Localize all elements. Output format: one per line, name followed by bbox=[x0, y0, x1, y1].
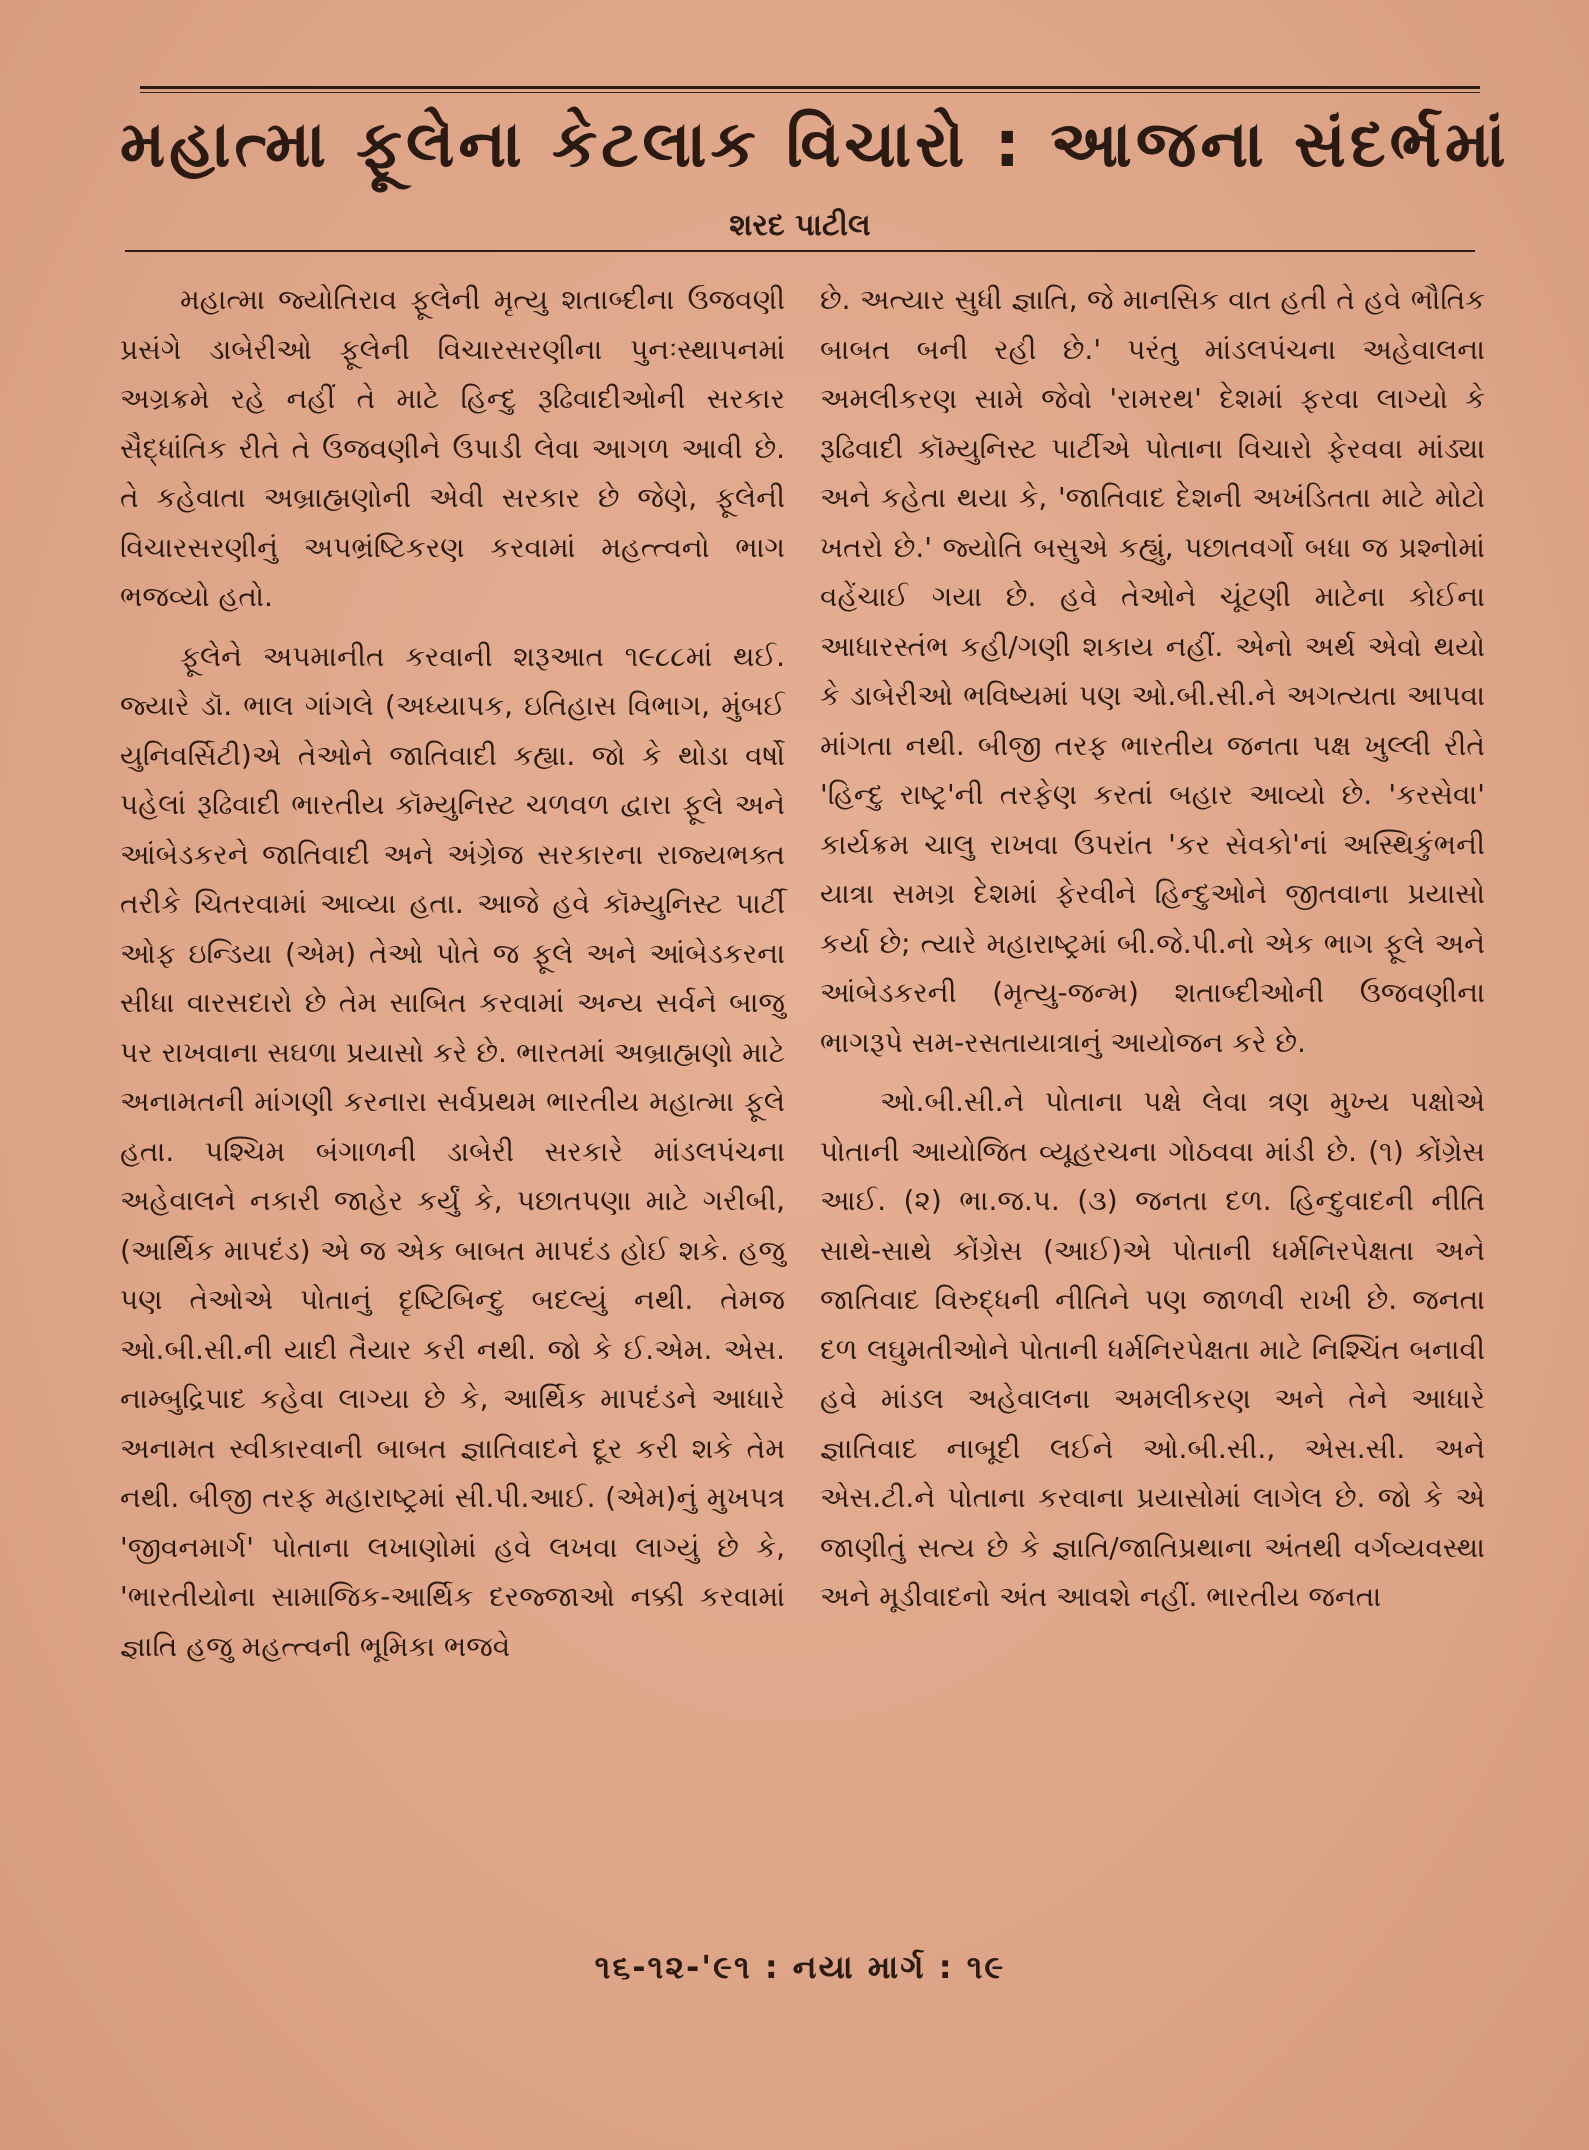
paragraph: ફૂલેને અપમાનીત કરવાની શરૂઆત ૧૯૮૮માં થઈ. જ્યારે ડૉ. ભાલ ગાંગલે (અધ્યાપક, ઇતિહાસ વિભાગ, મુંબઈ યુનિવર્સિટી)એ તેઓને જાતિવાદી કહ્યા. જો કે થોડા વર્ષો પહેલાં રૂઢિવાદી ભારતીય કૉમ્યુનિસ્ટ ચળવળ દ્વારા ફૂલે અને આંબેડકરને જાતિવાદી અને અંગ્રેજ સરકારના રાજ્યભક્ત તરીકે ચિતરવામાં આવ્યા હતા. આજે હવે કૉમ્યુનિસ્ટ પાર્ટી ઓફ ઇન્ડિયા (એમ) તેઓ પોતે જ ફૂલે અને આંબેડકરના સીધા વારસદારો છે તેમ સાબિત કરવામાં અન્ય સર્વને બાજુ પર રાખવાના સઘળા પ્રયાસો કરે છે. ભારતમાં અબ્રાહ્મણો માટે અનામતની માંગણી કરનારા સર્વપ્રથમ ભારતીય મહાત્મા ફૂલે હતા. પશ્ચિમ બંગાળની ડાબેરી સરકારે માંડલપંચના અહેવાલને નકારી જાહેર કર્યું કે, પછાતપણા માટે ગરીબી, (આર્થિક માપદંડ) એ જ એક બાબત માપદંડ હોઈ શકે. હજુ પણ તેઓએ પોતાનું દૃષ્ટિબિન્દુ બદલ્યું નથી. તેમજ ઓ.બી.સી.ની યાદી તૈયાર કરી નથી. જો કે ઈ.એમ. એસ. નામ્બુદ્રિપાદ કહેવા લાગ્યા છે કે, આર્થિક માપદંડને આધારે અનામત સ્વીકારવાની બાબત જ્ઞાતિવાદને દૂર કરી શકે તેમ નથી. બીજી તરફ મહારાષ્ટ્રમાં સી.પી.આઈ. (એમ)નું મુખપત્ર 'જીવનમાર્ગ' પોતાના લખાણોમાં હવે લખવા લાગ્યું છે કે, 'ભારતીયોના સામાજિક-આર્થિક દરજ્જાઓ નક્કી કરવામાં જ્ઞાતિ હજુ મહત્ત્વની ભૂમિકા ભજવે bbox=[120, 639, 785, 1663]
left-column bbox=[120, 275, 785, 1681]
right-column bbox=[820, 275, 1485, 1632]
article-author: શરદ પાટીલ bbox=[729, 208, 871, 243]
top-rule bbox=[140, 86, 1480, 89]
paragraph: છે. અત્યાર સુધી જ્ઞાતિ, જે માનસિક વાત હતી તે હવે ભૌતિક બાબત બની રહી છે.' પરંતુ માંડલપંચના અહેવાલના અમલીકરણ સામે જેવો 'રામરથ' દેશમાં ફરવા લાગ્યો કે રૂઢિવાદી કૉમ્યુનિસ્ટ પાર્ટીએ પોતાના વિચારો ફેરવવા માંડ્યા અને કહેતા થયા કે, 'જાતિવાદ દેશની અખંડિતતા માટે મોટો ખતરો છે.' જ્યોતિ બસુએ કહ્યું, પછાતવર્ગો બધા જ પ્રશ્નોમાં વહેંચાઈ ગયા છે. હવે તેઓને ચૂંટણી માટેના કોઈના આધારસ્તંભ કહી/ગણી શકાય નહીં. એનો અર્થ એવો થયો કે ડાબેરીઓ ભવિષ્યમાં પણ ઓ.બી.સી.ને અગત્યતા આપવા માંગતા નથી. બીજી તરફ ભારતીય જનતા પક્ષ ખુલ્લી રીતે 'હિન્દુ રાષ્ટ્ર'ની તરફેણ કરતાં બહાર આવ્યો છે. 'કરસેવા' કાર્યક્રમ ચાલુ રાખવા ઉપરાંત 'કર સેવકો'નાં અસ્થિકુંભની યાત્રા સમગ્ર દેશમાં ફેરવીને હિન્દુઓને જીતવાના પ્રયાસો કર્યા છે; ત્યારે મહારાષ્ટ્રમાં બી.જે.પી.નો એક ભાગ ફૂલે અને આંબેડકરની (મૃત્યુ-જન્મ) શતાબ્દીઓની ઉજવણીના ભાગરૂપે સમ-રસતાયાત્રાનું આયોજન કરે છે. bbox=[820, 283, 1485, 1059]
page-footer: ૧૬-૧૨-'૯૧ : નયા માર્ગ : ૧૯ bbox=[594, 1948, 1006, 1986]
top-rule-thin bbox=[140, 92, 1480, 93]
paragraph: મહાત્મા જ્યોતિરાવ ફૂલેની મૃત્યુ શતાબ્દીના ઉજવણી પ્રસંગે ડાબેરીઓ ફૂલેની વિચારસરણીના પુનઃસ્થાપનમાં અગ્રક્રમે રહે નહીં તે માટે હિન્દુ રૂઢિવાદીઓની સરકાર સૈદ્ધાંતિક રીતે તે ઉજવણીને ઉપાડી લેવા આગળ આવી છે. તે કહેવાતા અબ્રાહ્મણોની એવી સરકાર છે જેણે, ફૂલેની વિચારસરણીનું અપભ્રંષ્ટિકરણ કરવામાં મહત્ત્વનો ભાગ ભજવ્યો હતો. bbox=[120, 283, 785, 613]
header-divider bbox=[125, 250, 1475, 252]
article-title: મહાત્મા ફૂલેના કેટલાક વિચારો : આજના સંદર્ભમાં bbox=[120, 108, 1510, 182]
paragraph: ઓ.બી.સી.ને પોતાના પક્ષે લેવા ત્રણ મુખ્ય પક્ષોએ પોતાની આયોજિત વ્યૂહરચના ગોઠવવા માંડી છે. (૧) કોંગ્રેસ આઈ. (૨) ભા.જ.પ. (૩) જનતા દળ. હિન્દુવાદની નીતિ સાથે-સાથે કોંગ્રેસ (આઈ)એ પોતાની ધર્મનિરપેક્ષતા અને જાતિવાદ વિરુદ્ધની નીતિને પણ જાળવી રાખી છે. જનતા દળ લઘુમતીઓને પોતાની ધર્મનિરપેક્ષતા માટે નિશ્ચિંત બનાવી હવે માંડલ અહેવાલના અમલીકરણ અને તેને આધારે જ્ઞાતિવાદ નાબૂદી લઈને ઓ.બી.સી., એસ.સી. અને એસ.ટી.ને પોતાના કરવાના પ્રયાસોમાં લાગેલ છે. જો કે એ જાણીતું સત્ય છે કે જ્ઞાતિ/જાતિપ્રથાના અંતથી વર્ગવ્યવસ્થા અને મૂડીવાદનો અંત આવશે નહીં. ભારતીય જનતા bbox=[820, 1085, 1485, 1613]
